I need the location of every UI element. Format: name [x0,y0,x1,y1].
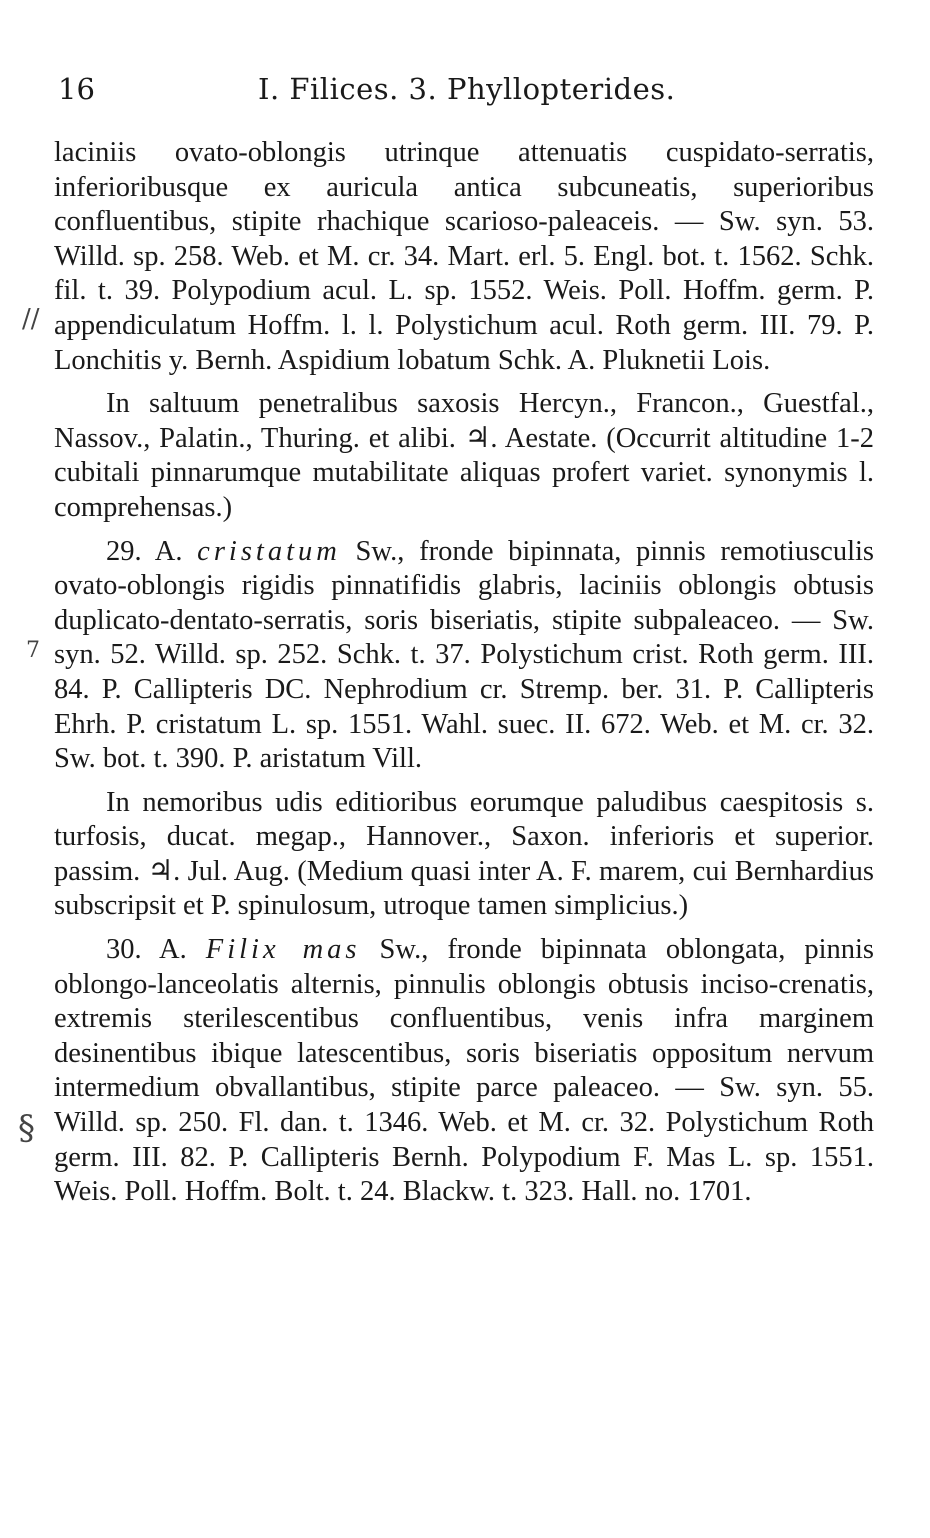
page-body [54,136,874,1210]
margin-mark: // [22,304,40,334]
paragraph-filix-mas-description [54,933,874,1210]
species-name: cristatum [197,535,341,567]
page-number: 16 [58,72,95,106]
running-title: I. Filices. 3. Phyllopterides. [258,72,676,106]
species-number: 30. A. [106,934,187,966]
paragraph-aculeatum-description: laciniis ovato-oblongis utrinque attenuatis cuspidato-serratis, inferioribusque ex auricula antica subcuneatis, superioribus confluentibus, stipite rhachique scarioso-paleaceis. — Sw. syn. 53. Willd. sp. 258. Web. et M. cr. 34. Mart. erl. 5. Engl. bot. t. 1562. Schk. fil. t. 39. Polypodium acul. L. sp. 1552. Weis. Poll. Hoffm. germ. P. appendiculatum Hoffm. l. l. Polystichum acul. Roth germ. III. 79. P. Lonchitis y. Bernh. Aspidium lobatum Schk. A. Pluknetii Lois. [54,137,874,376]
margin-mark: § [18,1108,35,1148]
species-text: Sw., fronde bipinnata, pinnis remotiusculis ovato-oblongis rigidis pinnatifidis glabris, laciniis oblongis obtusis duplicato-dentato-serratis, soris biseriatis, stipite subpaleaceo. — Sw. syn. 52. Willd. sp. 252. Schk. t. 37. Polystichum crist. Roth germ. III. 84. P. Callipteris DC. Nephrodium cr. Stremp. ber. 31. P. Callipteris Ehrh. P. cristatum L. sp. 1551. Wahl. suec. II. 672. Web. et M. cr. 32. Sw. bot. t. 390. P. aristatum Vill. [54,535,874,775]
paragraph-cristatum-habitat: In nemoribus udis editioribus eorumque paludibus caespitosis s. turfosis, ducat. megap., Hannover., Saxon. inferioris et superior. passim. ♃. Jul. Aug. (Medium quasi inter A. F. marem, cui Bernhardius subscripsit et P. spinulosum, utroque tamen simplicius.) [54,786,874,922]
page-header [58,72,870,112]
species-name: Filix mas [205,934,361,966]
species-number: 29. A. [106,535,183,567]
species-text: Sw., fronde bipinnata oblongata, pinnis oblongo-lanceolatis alternis, pinnulis oblongis obtusis inciso-crenatis, extremis sterilescentibus confluentibus, venis infra marginem desinentibus ibique latescentibus, soris biseriatis oppositum nervum intermedium obvallantibus, stipite parce paleaceo. — Sw. syn. 55. Willd. sp. 250. Fl. dan. t. 1346. Web. et M. cr. 32. Polystichum Roth germ. III. 82. P. Callipteris Bernh. Polypodium F. Mas L. sp. 1551. Weis. Poll. Hoffm. Bolt. t. 24. Blackw. t. 323. Hall. no. 1701. [54,934,875,1208]
paragraph-cristatum-description [54,535,874,777]
paragraph-aculeatum-habitat: In saltuum penetralibus saxosis Hercyn., Francon., Guestfal., Nassov., Palatin., Thuring. et alibi. ♃. Aestate. (Occurrit altitudine 1-2 cubitali pinnarumque mutabilitate aliquas profert variet. synonymis l. comprehensas.) [54,388,874,523]
margin-mark: 7 [26,638,40,663]
